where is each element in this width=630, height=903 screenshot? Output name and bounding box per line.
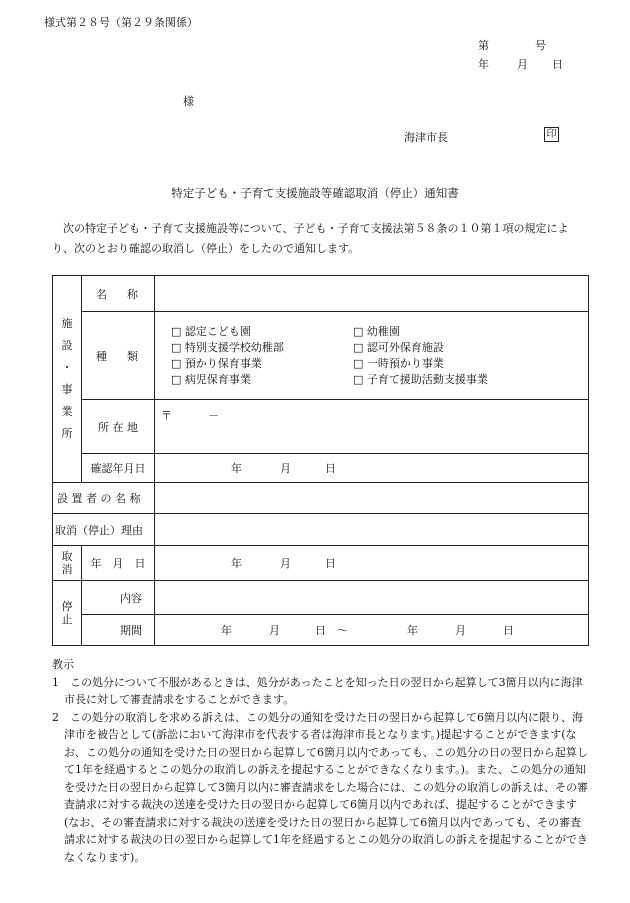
issue-month: 月 xyxy=(517,58,528,71)
month-label: 月 xyxy=(280,462,291,475)
label-char: 称 xyxy=(127,287,138,301)
option-label: 認定こども園 xyxy=(184,325,251,338)
content-field[interactable] xyxy=(155,581,589,615)
postal-mark: 〒 xyxy=(161,409,172,422)
instructions xyxy=(52,656,588,866)
facility-group-char: 施 xyxy=(61,317,73,330)
start-day-label: 日 xyxy=(315,624,326,637)
intro-paragraph xyxy=(52,219,588,259)
document-number xyxy=(478,37,546,53)
label-char: 類 xyxy=(127,349,138,363)
form-number: 様式第２８号（第２９条関係） xyxy=(44,16,198,29)
addressee-suffix: 様 xyxy=(183,95,194,108)
checkbox-icon[interactable]: □ xyxy=(353,357,364,370)
start-year-label: 年 xyxy=(221,624,232,637)
label-char: 間 xyxy=(131,624,142,637)
type-option[interactable] xyxy=(171,356,353,371)
seal-box: 印 xyxy=(544,127,559,142)
checkbox-icon[interactable]: □ xyxy=(171,325,182,338)
facility-group-char: 事 xyxy=(61,383,73,396)
type-option[interactable] xyxy=(353,356,553,371)
number-suffix: 号 xyxy=(535,39,546,52)
end-day-label: 日 xyxy=(503,624,514,637)
checkbox-icon[interactable]: □ xyxy=(353,325,364,338)
start-month-label: 月 xyxy=(269,624,280,637)
confirm-date-label: 確認年月日 xyxy=(82,454,155,483)
issue-year: 年 xyxy=(478,58,489,71)
instructions-heading: 教示 xyxy=(52,658,74,671)
type-option[interactable] xyxy=(171,324,353,339)
checkbox-icon[interactable]: □ xyxy=(171,357,182,370)
issuer-name: 海津市長 xyxy=(404,131,448,144)
checkbox-icon[interactable]: □ xyxy=(353,373,364,386)
option-label: 子育て援助活動支援事業 xyxy=(366,373,488,386)
cancel-label xyxy=(53,546,82,581)
content-label xyxy=(82,581,155,615)
label-char: 内 xyxy=(120,591,131,605)
type-option[interactable] xyxy=(353,340,553,355)
location-label: 所 在 地 xyxy=(82,400,155,454)
option-label: 特別支援学校幼稚部 xyxy=(184,341,284,354)
issue-day: 日 xyxy=(552,58,563,71)
instruction-item-2: 2 この処分の取消しを求める訴えは、この処分の通知を受けた日の翌日から起算して6箇月以内に限り、海津市を被告として(訴訟において海津市を代表する者は海津市長となります。)提起することができます(なお、この処分の通知を受けた日の翌日から起算して6箇月以内であっても、この処分の日の翌日から起算して1年を経過するとこの処分の取消しの訴えを提起することができなくなります。)。また、この処分の通知を受けた日の翌日から起算して3箇月以内に審査請求をした場合には、この処分の取消しの訴えは、その審査請求に対する裁決の送達を受けた日の翌日から起算して6箇月以内であれば、提起することができます(なお、その審査請求に対する裁決の送達を受けた日の翌日から起算して6箇月以内であっても、その審査請求に対する裁決の日の翌日から起算して1年を経過するとこの処分の取消しの訴えを提起することができなくなります)。 xyxy=(52,710,588,864)
period-field[interactable] xyxy=(155,615,589,646)
label-char: 名 xyxy=(96,287,107,301)
type-options xyxy=(155,312,589,400)
cancel-char: 取 xyxy=(61,550,73,563)
facility-group-char: 業 xyxy=(61,405,73,418)
name-field[interactable] xyxy=(155,276,589,312)
option-label: 病児保育事業 xyxy=(184,373,251,386)
facility-table xyxy=(52,275,589,646)
option-label: 一時預かり事業 xyxy=(366,357,444,370)
label-char: 種 xyxy=(96,349,107,363)
option-label: 預かり保育事業 xyxy=(184,357,262,370)
suspend-char: 止 xyxy=(61,613,73,626)
type-option[interactable] xyxy=(353,372,553,387)
type-label xyxy=(82,312,155,400)
period-label xyxy=(82,615,155,646)
reason-label: 取消（停止）理由 xyxy=(53,514,155,546)
facility-group-label xyxy=(53,276,82,483)
day-label: 日 xyxy=(325,557,336,570)
type-option[interactable] xyxy=(171,340,353,355)
day-label: 日 xyxy=(325,462,336,475)
facility-group-char: 所 xyxy=(61,427,73,440)
intro-text: 次の特定子ども・子育て支援施設等について、子ども・子育て支援法第５８条の１０第１項の規定により、次のとおり確認の取消し（停止）をしたので通知します。 xyxy=(52,222,569,255)
facility-group-char: 設 xyxy=(61,339,73,352)
facility-group-char: ・ xyxy=(61,361,73,374)
option-label: 認可外保育施設 xyxy=(366,341,444,354)
confirm-date-field[interactable] xyxy=(155,454,589,483)
checkbox-icon[interactable]: □ xyxy=(171,373,182,386)
label-char: 容 xyxy=(131,591,142,605)
suspend-char: 停 xyxy=(61,600,73,613)
type-option[interactable] xyxy=(171,372,353,387)
year-label: 年 xyxy=(231,557,242,570)
issue-date xyxy=(478,56,563,72)
document-title: 特定子ども・子育て支援施設等確認取消（停止）通知書 xyxy=(171,186,459,200)
checkbox-icon[interactable]: □ xyxy=(353,341,364,354)
instruction-item-1: 1 この処分について不服があるときは、処分があったことを知った日の翌日から起算して3箇月以内に海津市長に対して審査請求をすることができます。 xyxy=(52,675,583,706)
founder-label: 設 置 者 の 名 称 xyxy=(53,483,155,514)
founder-field[interactable] xyxy=(155,483,589,514)
cancel-date-label: 年 月 日 xyxy=(82,546,155,581)
option-label: 幼稚園 xyxy=(366,325,400,338)
end-month-label: 月 xyxy=(455,624,466,637)
end-year-label: 年 xyxy=(407,624,418,637)
cancel-char: 消 xyxy=(61,563,73,576)
type-option[interactable] xyxy=(353,324,553,339)
cancel-date-field[interactable] xyxy=(155,546,589,581)
month-label: 月 xyxy=(280,557,291,570)
checkbox-icon[interactable]: □ xyxy=(171,341,182,354)
suspend-label xyxy=(53,581,82,646)
number-prefix: 第 xyxy=(478,39,489,52)
name-label xyxy=(82,276,155,312)
year-label: 年 xyxy=(231,462,242,475)
tilde: ～ xyxy=(337,624,348,637)
location-field[interactable] xyxy=(155,400,589,454)
label-char: 期 xyxy=(120,624,131,637)
postal-dash: － xyxy=(208,409,219,422)
reason-field[interactable] xyxy=(155,514,589,546)
